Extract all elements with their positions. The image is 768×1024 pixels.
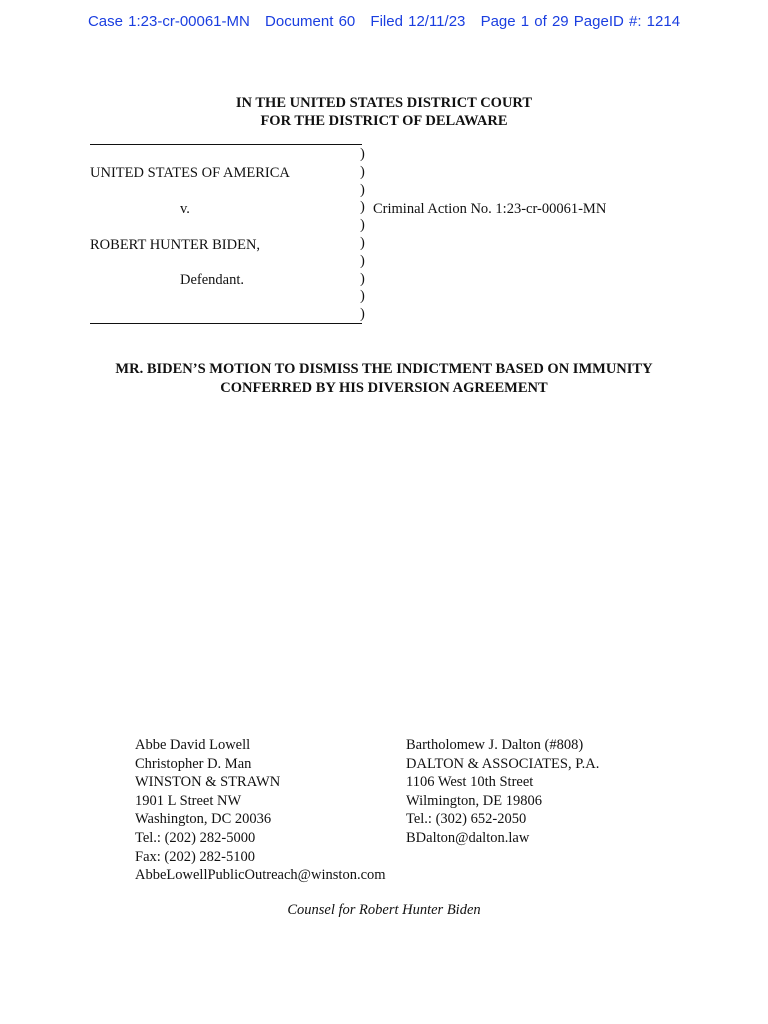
counsel-right-line: 1106 West 10th Street xyxy=(406,774,534,791)
paren: ) xyxy=(360,146,365,162)
court-line-2: FOR THE DISTRICT OF DELAWARE xyxy=(260,113,508,129)
plaintiff-name: UNITED STATES OF AMERICA xyxy=(90,165,290,181)
ecf-header-stamp xyxy=(0,13,768,30)
paren: ) xyxy=(360,234,365,251)
paren: ) xyxy=(360,163,365,180)
paren: ) xyxy=(360,288,365,305)
paren: ) xyxy=(360,199,365,216)
counsel-right-line: Wilmington, DE 19806 xyxy=(406,792,542,809)
counsel-left-email: AbbeLowellPublicOutreach@winston.com xyxy=(135,867,386,884)
counsel-left-line: Washington, DC 20036 xyxy=(135,811,272,828)
caption-parens xyxy=(360,146,365,324)
court-heading xyxy=(0,94,768,130)
criminal-action-number: Criminal Action No. 1:23-cr-00061-MN xyxy=(373,201,607,217)
counsel-left-line: Christopher D. Man xyxy=(135,755,252,772)
counsel-left-line: 1901 L Street NW xyxy=(135,792,242,809)
caption-rule-top xyxy=(90,144,362,145)
page-info: Page 1 of 29 PageID #: 1214 xyxy=(480,13,681,30)
defendant-label: Defendant. xyxy=(180,272,245,288)
counsel-left-line: WINSTON & STRAWN xyxy=(135,774,281,791)
paren: ) xyxy=(360,270,365,287)
motion-title-line-2: CONFERRED BY HIS DIVERSION AGREEMENT xyxy=(220,380,548,396)
counsel-right-line: Bartholomew J. Dalton (#808) xyxy=(406,737,584,753)
caption-rule-bottom xyxy=(90,323,362,324)
paren: ) xyxy=(360,306,365,323)
counsel-block-left xyxy=(135,736,386,885)
counsel-left-line: Abbe David Lowell xyxy=(135,737,251,753)
counsel-right-line: Tel.: (302) 652-2050 xyxy=(406,811,527,828)
counsel-right-email: BDalton@dalton.law xyxy=(406,829,530,846)
paren: ) xyxy=(360,217,365,234)
paren: ) xyxy=(360,252,365,269)
court-line-1: IN THE UNITED STATES DISTRICT COURT xyxy=(235,95,533,111)
document-number: Document 60 xyxy=(265,13,356,30)
counsel-left-line: Tel.: (202) 282-5000 xyxy=(135,829,256,846)
counsel-block-right xyxy=(406,736,599,848)
counsel-left-line: Fax: (202) 282-5100 xyxy=(135,848,256,865)
counsel-for-label: Counsel for Robert Hunter Biden xyxy=(287,902,481,918)
case-number: Case 1:23-cr-00061-MN xyxy=(87,13,250,30)
counsel-right-line: DALTON & ASSOCIATES, P.A. xyxy=(406,755,600,772)
motion-title xyxy=(0,360,768,398)
defendant-name: ROBERT HUNTER BIDEN, xyxy=(90,237,261,253)
filed-date: Filed 12/11/23 xyxy=(370,13,466,30)
motion-title-line-1: MR. BIDEN’S MOTION TO DISMISS THE INDICTMENT BASED ON IMMUNITY xyxy=(115,361,653,377)
paren: ) xyxy=(360,181,365,198)
versus-label: v. xyxy=(180,201,190,217)
